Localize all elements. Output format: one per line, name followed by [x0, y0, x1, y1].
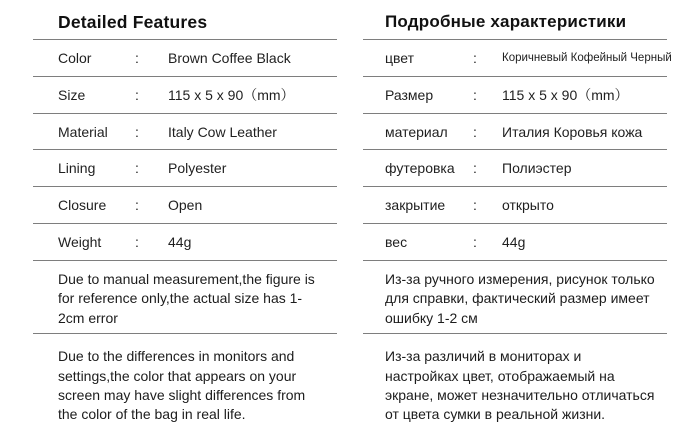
spec-row-lining	[33, 150, 337, 187]
spec-label: закрытие	[385, 197, 446, 214]
spec-separator: :	[473, 49, 477, 66]
spec-table-russian	[363, 39, 672, 261]
spec-value: 115 x 5 x 90（mm）	[502, 86, 629, 103]
spec-value: Полиэстер	[502, 160, 572, 177]
spec-row-material	[33, 114, 337, 151]
spec-row-size	[363, 77, 667, 114]
spec-separator: :	[473, 123, 477, 140]
spec-label: цвет	[385, 49, 415, 66]
spec-panel-english	[33, 0, 337, 425]
spec-separator: :	[473, 197, 477, 214]
spec-row-material	[363, 114, 667, 151]
spec-row-size	[33, 77, 337, 114]
spec-value: 115 x 5 x 90（mm）	[168, 86, 295, 103]
spec-separator: :	[135, 123, 139, 140]
spec-value: 44g	[168, 234, 192, 251]
spec-label: Closure	[58, 197, 107, 214]
spec-row-color	[33, 40, 337, 77]
spec-separator: :	[473, 86, 477, 103]
spec-value: Open	[168, 197, 203, 214]
spec-separator: :	[135, 49, 139, 66]
spec-separator: :	[135, 160, 139, 177]
spec-row-lining	[363, 150, 667, 187]
spec-label: Weight	[58, 234, 102, 251]
spec-value: Brown Coffee Black	[168, 49, 291, 66]
panel-title-russian: Подробные характеристики	[385, 12, 627, 31]
note-measurement-disclaimer: Из-за ручного измерения, рисунок только для справки, фактический размер имеет ошибку 1-2 см	[385, 270, 655, 326]
spec-label: вес	[385, 234, 408, 251]
note-color-disclaimer: Из-за различий в мониторах и настройках цвет, отображаемый на экране, может незначительно отличаться от цвета сумки в реальной жизни.	[385, 348, 655, 423]
spec-value: Коричневый Кофейный Черный	[502, 51, 672, 64]
spec-separator: :	[473, 234, 477, 251]
spec-value: открыто	[502, 197, 554, 214]
spec-value: 44g	[502, 234, 526, 251]
spec-value: Italy Cow Leather	[168, 123, 277, 140]
spec-label: футеровка	[385, 160, 455, 177]
spec-panel-russian	[363, 0, 672, 425]
spec-value: Polyester	[168, 160, 227, 177]
note-measurement-disclaimer: Due to manual measurement,the figure is for reference only,the actual size has 1-2cm error	[58, 270, 315, 326]
spec-table-english	[33, 39, 337, 261]
spec-separator: :	[473, 160, 477, 177]
spec-separator: :	[135, 197, 139, 214]
spec-separator: :	[135, 234, 139, 251]
spec-label: Lining	[58, 160, 96, 177]
spec-row-closure	[363, 187, 667, 224]
note-color-disclaimer: Due to the differences in monitors and settings,the color that appears on your screen may have slight differences from the color of the bag in real life.	[58, 348, 306, 423]
spec-row-closure	[33, 187, 337, 224]
spec-label: Color	[58, 49, 92, 66]
spec-label: Material	[58, 123, 108, 140]
spec-separator: :	[135, 86, 139, 103]
spec-row-weight	[363, 224, 667, 261]
spec-row-color	[363, 40, 672, 77]
spec-value: Италия Коровья кожа	[502, 123, 643, 140]
spec-label: Размер	[385, 86, 434, 103]
spec-label: материал	[385, 123, 448, 140]
spec-row-weight	[33, 224, 337, 261]
panel-title-english: Detailed Features	[58, 12, 208, 32]
spec-label: Size	[58, 86, 86, 103]
